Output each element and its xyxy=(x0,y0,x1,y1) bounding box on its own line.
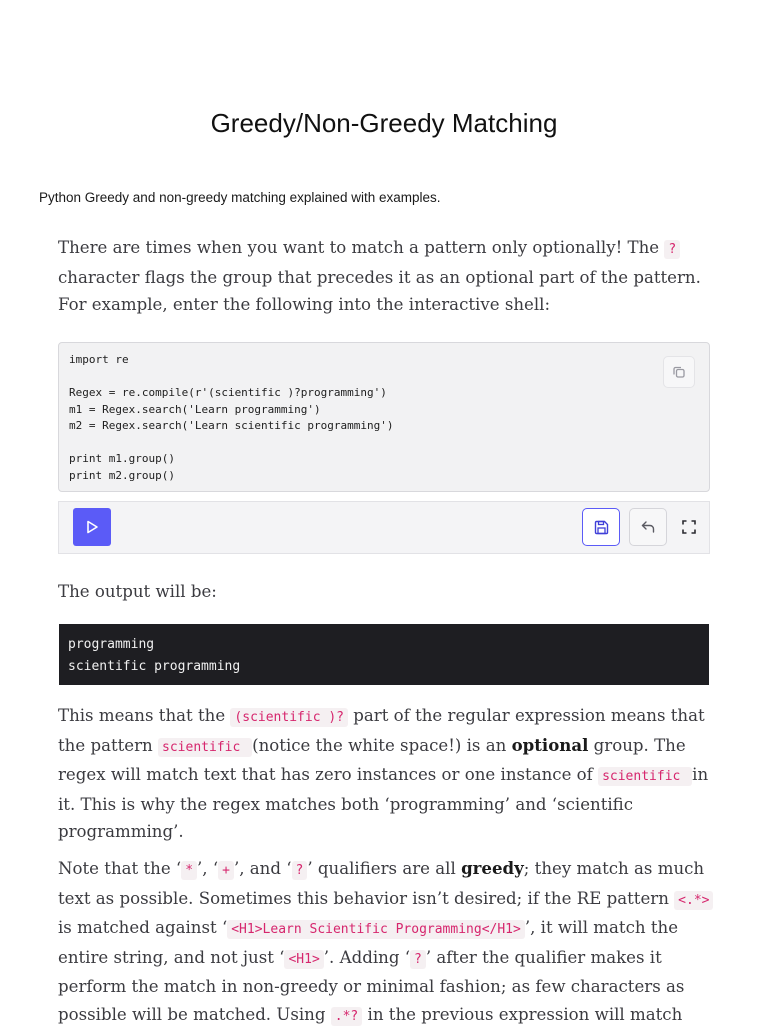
fullscreen-button[interactable] xyxy=(671,508,707,546)
explanation-paragraph xyxy=(58,702,718,846)
undo-icon xyxy=(640,519,656,535)
greedy-paragraph xyxy=(58,855,718,1030)
greedy-text: ’. Adding ‘ xyxy=(323,947,410,967)
greedy-text: ’ qualifiers are all xyxy=(307,859,462,878)
page-subtitle: Python Greedy and non-greedy matching explained with examples. xyxy=(39,190,441,205)
intro-text-2: character flags the group that precedes it as an optional part of the pattern. For example, enter the following into the interactive shell: xyxy=(58,267,701,314)
inline-code: <H1>Learn Scientific Programming</H1> xyxy=(227,920,525,939)
explanation-text-1: This means that the xyxy=(58,706,231,725)
page-title: Greedy/Non-Greedy Matching xyxy=(210,108,558,138)
greedy-text: Note that the ‘ xyxy=(58,859,182,878)
greedy-text: ’, ‘ xyxy=(197,859,219,878)
greedy-text: ; they match as much text as possible. Sometimes this behavior isn’t desired; if the RE pattern xyxy=(58,859,705,908)
intro-paragraph xyxy=(58,234,718,319)
inline-code: ? xyxy=(410,950,426,969)
copy-button[interactable] xyxy=(663,356,695,388)
code-editor[interactable] xyxy=(58,342,710,492)
bold-term: optional xyxy=(511,734,589,755)
inline-code: * xyxy=(181,861,197,880)
copy-icon xyxy=(672,365,686,379)
fullscreen-icon xyxy=(681,519,697,535)
run-button[interactable] xyxy=(73,508,111,546)
output-text: programming scientific programming xyxy=(68,637,241,674)
explanation-text-3: (notice the white space!) is an xyxy=(252,735,512,755)
play-icon xyxy=(84,519,100,535)
intro-text-1: There are times when you want to match a pattern only optionally! The xyxy=(58,238,665,257)
undo-button[interactable] xyxy=(629,508,667,546)
output-label: The output will be: xyxy=(58,582,217,601)
inline-code: <H1> xyxy=(284,950,323,969)
inline-code: (scientific )? xyxy=(230,708,348,727)
code-content[interactable]: import re Regex = re.compile(r'(scientific )?programming') m1 = Regex.search('Learn programming') m2 = Regex.search('Learn scientific programming') print m1.group() print m2.group() xyxy=(69,353,394,482)
inline-code: ? xyxy=(664,240,680,259)
inline-code: scientific xyxy=(158,738,252,757)
save-button[interactable] xyxy=(582,508,620,546)
greedy-text: ’ after the qualifier makes it perform the match in non-greedy or minimal fashion; as few characters as possible will be matched. Using xyxy=(58,947,685,1024)
explanation-text-4: group. The regex will match text that has zero instances or one instance of xyxy=(58,735,686,784)
inline-code: <.*> xyxy=(674,891,713,910)
inline-code: .*? xyxy=(331,1007,362,1026)
inline-code: scientific xyxy=(598,767,692,786)
explanation-text-2: part of the regular expression means that the pattern xyxy=(58,706,705,755)
bold-term: greedy xyxy=(461,858,524,878)
greedy-text: in the previous expression will match xyxy=(362,1004,683,1024)
greedy-text: ’, it will match the entire string, and not just ‘ xyxy=(58,918,679,967)
explanation-text-5: in it. This is why the regex matches both ‘programming’ and ‘scientific programming’. xyxy=(58,765,709,841)
inline-code: + xyxy=(218,861,234,880)
greedy-text: ’, and ‘ xyxy=(233,859,292,878)
save-icon xyxy=(593,519,610,536)
output-box xyxy=(59,624,709,685)
greedy-text: is matched against ‘ xyxy=(58,918,228,937)
code-toolbar xyxy=(58,501,710,554)
inline-code: ? xyxy=(292,861,308,880)
